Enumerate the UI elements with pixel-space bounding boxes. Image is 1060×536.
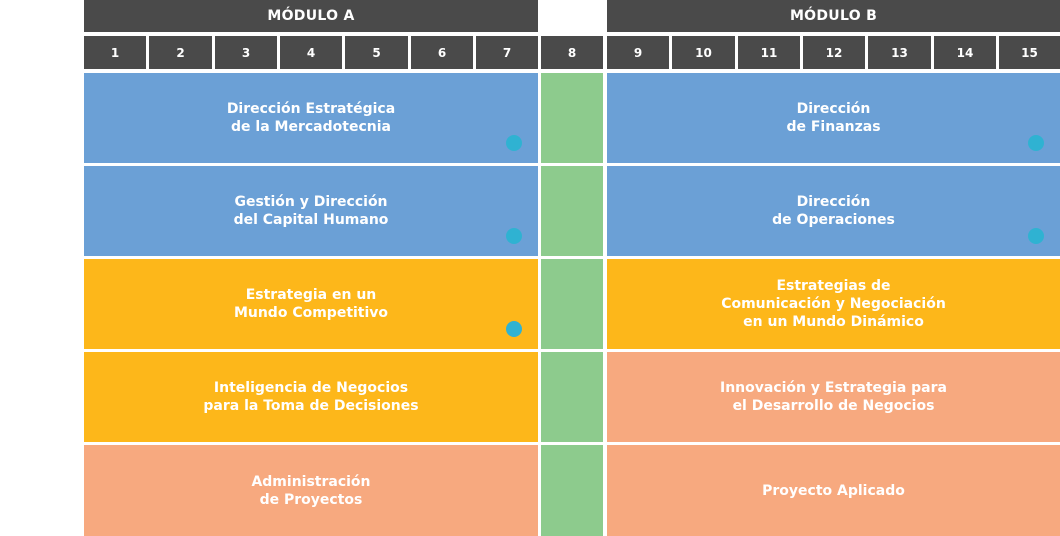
week-1: 1 xyxy=(84,36,146,69)
week-5: 5 xyxy=(345,36,408,69)
week-7: 7 xyxy=(476,36,538,69)
course-b2-line2: de Operaciones xyxy=(772,212,895,228)
indicator-dot xyxy=(1028,135,1044,151)
course-b4-line2: el Desarrollo de Negocios xyxy=(732,398,935,414)
course-a5-line2: de Proyectos xyxy=(259,491,363,508)
week-11: 11 xyxy=(738,36,800,69)
course-b2 xyxy=(607,166,1060,256)
course-a3-line1: Estrategia en un xyxy=(245,287,377,303)
week-8-column xyxy=(541,73,603,536)
course-a2 xyxy=(84,166,538,256)
week-8-block xyxy=(541,166,603,256)
indicator-dot xyxy=(506,321,522,337)
course-a4-line1: Inteligencia de Negocios xyxy=(213,380,409,396)
week-8-block xyxy=(541,259,603,349)
course-a3-line2: Mundo Competitivo xyxy=(233,305,389,321)
course-a1-line1: Dirección Estratégica xyxy=(226,101,396,117)
course-a3 xyxy=(84,259,538,349)
indicator-dot xyxy=(506,228,522,244)
week-9: 9 xyxy=(607,36,669,69)
course-a2-line2: del Capital Humano xyxy=(233,212,389,228)
course-b3-line2: Comunicación y Negociación xyxy=(721,296,946,312)
week-6: 6 xyxy=(411,36,473,69)
week-14: 14 xyxy=(934,36,996,69)
week-8: 8 xyxy=(541,36,603,69)
course-a2-line1: Gestión y Dirección xyxy=(234,194,388,210)
course-a1 xyxy=(84,73,538,163)
indicator-dot xyxy=(1028,228,1044,244)
week-8-block xyxy=(541,73,603,163)
course-b5 xyxy=(607,445,1060,536)
course-a4-line2: para la Toma de Decisiones xyxy=(203,398,419,414)
week-8-block xyxy=(541,445,603,536)
course-b4-line1: Innovación y Estrategia para xyxy=(720,380,947,396)
course-b1 xyxy=(607,73,1060,163)
week-2: 2 xyxy=(149,36,212,69)
course-b3-line3: en un Mundo Dinámico xyxy=(743,314,924,330)
course-b2-line1: Dirección xyxy=(796,194,871,210)
week-13: 13 xyxy=(868,36,931,69)
course-b3-line1: Estrategias de xyxy=(776,278,891,294)
week-12: 12 xyxy=(803,36,865,69)
course-a5-line1: Administración xyxy=(251,473,371,490)
course-a1-line2: de la Mercadotecnia xyxy=(231,119,391,135)
indicator-dot xyxy=(506,135,522,151)
module-a-header: MÓDULO A xyxy=(84,0,538,32)
course-b5-line1: Proyecto Aplicado xyxy=(762,482,905,499)
week-4: 4 xyxy=(280,36,342,69)
course-b4 xyxy=(607,352,1060,442)
module-b-header: MÓDULO B xyxy=(607,0,1060,32)
course-a4 xyxy=(84,352,538,442)
week-10: 10 xyxy=(672,36,735,69)
week-8-block xyxy=(541,352,603,442)
course-b3 xyxy=(607,259,1060,349)
course-b1-line2: de Finanzas xyxy=(786,119,881,135)
course-b1-line1: Dirección xyxy=(796,101,871,117)
week-3: 3 xyxy=(215,36,277,69)
course-a5 xyxy=(84,445,538,536)
week-15: 15 xyxy=(999,36,1060,69)
